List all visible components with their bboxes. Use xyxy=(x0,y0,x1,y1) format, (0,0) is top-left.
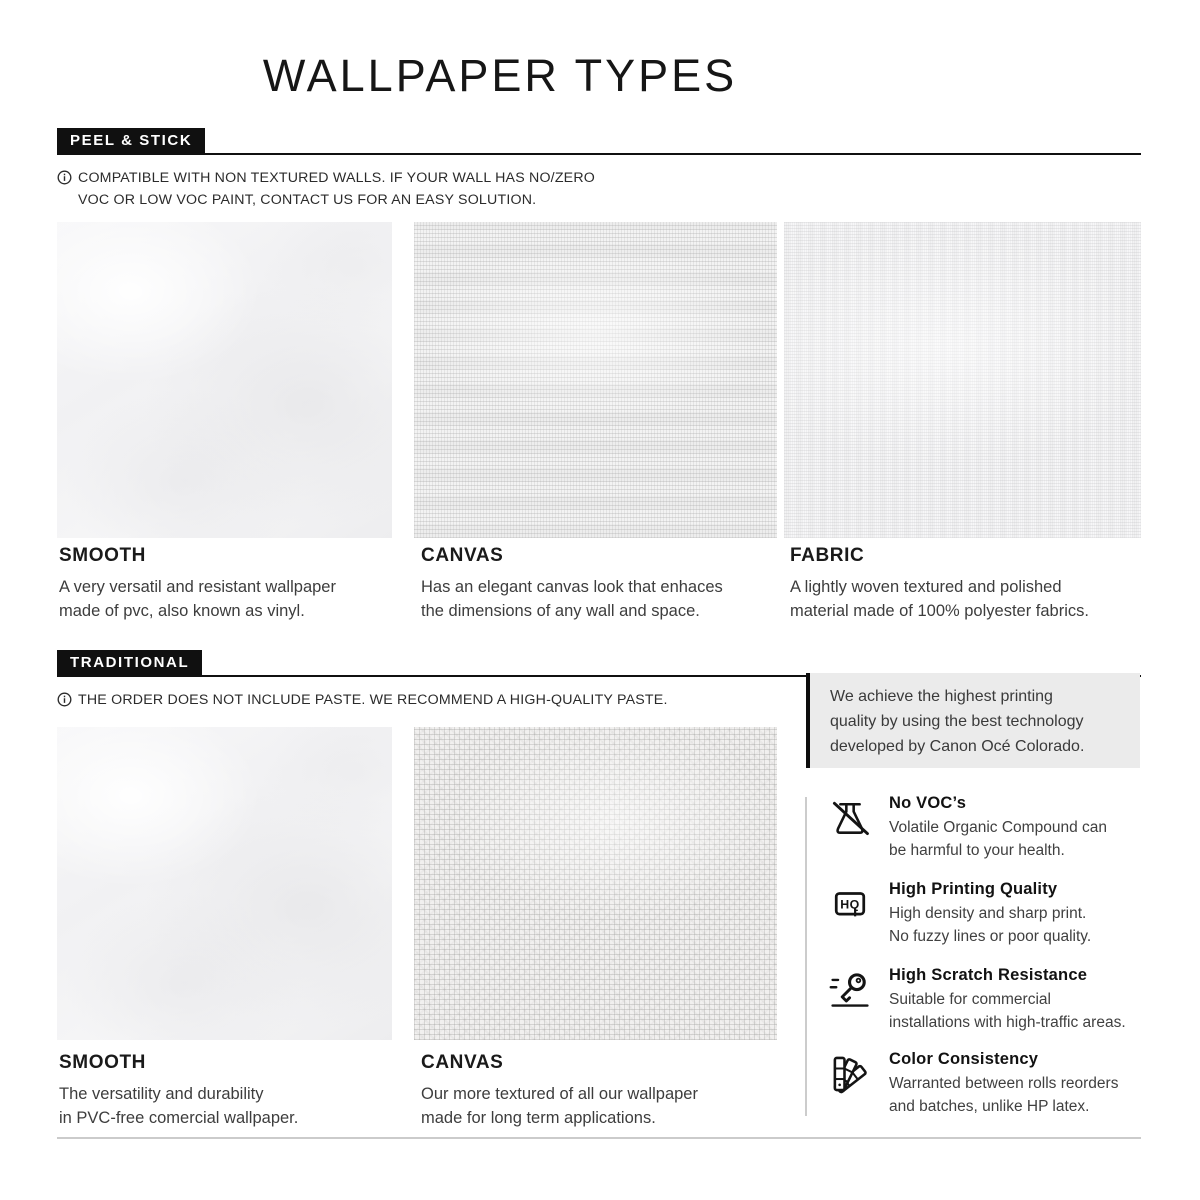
feature-title: No VOC’s xyxy=(889,794,967,812)
caption-traditional-smooth xyxy=(59,1052,404,1130)
section-label: TRADITIONAL xyxy=(57,650,202,675)
bottom-divider xyxy=(57,1137,1141,1139)
feature-line: Warranted between rolls reorders xyxy=(889,1075,1119,1092)
swatch-title: FABRIC xyxy=(790,545,865,566)
hq-badge-icon xyxy=(828,882,872,926)
quote-line: We achieve the highest printing xyxy=(830,688,1053,705)
swatch-description xyxy=(59,576,404,623)
caption-line: material made of 100% polyester fabrics. xyxy=(790,601,1089,620)
info-icon xyxy=(57,170,72,185)
note-line: COMPATIBLE WITH NON TEXTURED WALLS. IF YOUR WALL HAS NO/ZERO xyxy=(78,170,596,186)
printing-quality-quote xyxy=(806,673,1140,768)
caption-line: A very versatil and resistant wallpaper xyxy=(59,578,336,596)
info-icon xyxy=(57,692,72,707)
swatch-description xyxy=(421,1083,776,1130)
feature-line: Suitable for commercial xyxy=(889,991,1051,1008)
feature-description xyxy=(889,989,1126,1034)
swatch-description xyxy=(421,576,776,623)
feature-title: High Scratch Resistance xyxy=(889,966,1088,984)
caption-line: made of pvc, also known as vinyl. xyxy=(59,601,305,620)
swatch-description xyxy=(790,576,1142,623)
feature-line: No fuzzy lines or poor quality. xyxy=(889,927,1092,945)
feature-line: and batches, unlike HP latex. xyxy=(889,1097,1090,1115)
color-swatches-icon xyxy=(828,1052,872,1096)
peel-stick-note xyxy=(57,167,595,211)
feature-line: Volatile Organic Compound can xyxy=(889,819,1107,836)
caption-line: in PVC-free comercial wallpaper. xyxy=(59,1108,299,1127)
no-voc-flask-icon xyxy=(828,796,872,840)
caption-line: Our more textured of all our wallpaper xyxy=(421,1085,698,1103)
features-divider-rail xyxy=(805,797,807,1116)
swatch-title: CANVAS xyxy=(421,545,504,566)
caption-line: Has an elegant canvas look that enhaces xyxy=(421,578,723,596)
quote-line: quality by using the best technology xyxy=(830,713,1084,730)
feature-color-consistency xyxy=(828,1050,1158,1118)
caption-line: made for long term applications. xyxy=(421,1108,656,1127)
swatch-traditional-smooth xyxy=(57,727,392,1040)
feature-line: be harmful to your health. xyxy=(889,841,1065,859)
feature-text xyxy=(889,794,1107,862)
feature-title: Color Consistency xyxy=(889,1050,1039,1068)
caption-traditional-canvas xyxy=(421,1052,776,1130)
swatch-peel-smooth xyxy=(57,222,392,538)
quote-line: developed by Canon Océ Colorado. xyxy=(830,738,1085,755)
note-text xyxy=(78,167,595,211)
caption-peel-canvas xyxy=(421,545,776,623)
feature-description xyxy=(889,903,1091,948)
traditional-note xyxy=(57,689,668,711)
note-text xyxy=(78,689,668,711)
feature-text xyxy=(889,880,1091,948)
page-title: WALLPAPER TYPES xyxy=(262,50,738,101)
swatch-title: SMOOTH xyxy=(59,545,146,566)
caption-line: A lightly woven textured and polished xyxy=(790,578,1062,596)
feature-title: High Printing Quality xyxy=(889,880,1058,898)
feature-no-voc xyxy=(828,794,1158,862)
section-header-peel-stick xyxy=(57,128,1141,155)
caption-peel-smooth xyxy=(59,545,404,623)
caption-line: the dimensions of any wall and space. xyxy=(421,601,700,620)
feature-high-scratch-resistance xyxy=(828,966,1158,1034)
caption-line: The versatility and durability xyxy=(59,1085,264,1103)
swatch-peel-fabric xyxy=(784,222,1141,538)
swatch-peel-canvas xyxy=(414,222,777,538)
swatch-description xyxy=(59,1083,404,1130)
swatch-traditional-canvas xyxy=(414,727,777,1040)
feature-line: High density and sharp print. xyxy=(889,905,1087,922)
feature-text xyxy=(889,966,1126,1034)
swatch-title: SMOOTH xyxy=(59,1052,146,1073)
feature-high-printing-quality xyxy=(828,880,1158,948)
key-scratch-icon xyxy=(828,968,872,1012)
swatch-title: CANVAS xyxy=(421,1052,504,1073)
feature-description xyxy=(889,817,1107,862)
caption-peel-fabric xyxy=(790,545,1142,623)
feature-text xyxy=(889,1050,1118,1118)
feature-description xyxy=(889,1073,1118,1118)
feature-line: installations with high-traffic areas. xyxy=(889,1013,1126,1031)
note-line: VOC OR LOW VOC PAINT, CONTACT US FOR AN EASY SOLUTION. xyxy=(78,192,537,208)
note-line: THE ORDER DOES NOT INCLUDE PASTE. WE RECOMMEND A HIGH-QUALITY PASTE. xyxy=(78,692,668,708)
section-label: PEEL & STICK xyxy=(57,128,205,153)
hq-icon-text: HQ xyxy=(840,897,860,912)
